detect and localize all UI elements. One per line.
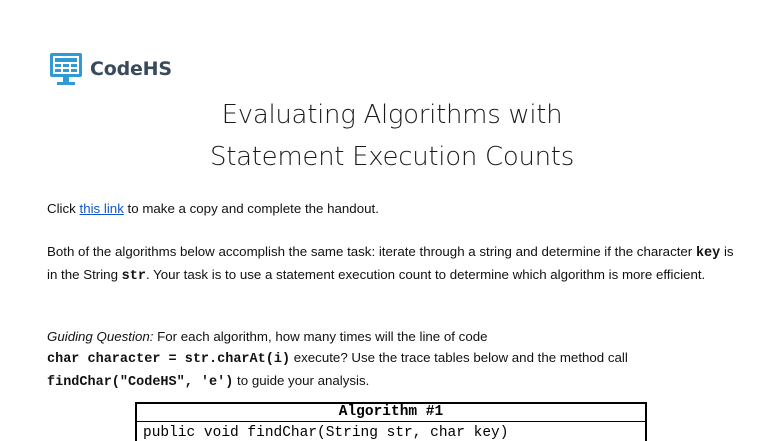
- code-method-call: findChar("CodeHS", 'e'): [47, 375, 234, 390]
- description-paragraph: [47, 241, 747, 287]
- guiding-text-2: execute? Use the trace tables below and the method call: [290, 350, 628, 365]
- algorithm-1-table: [135, 402, 647, 441]
- codehs-monitor-logo-icon: [48, 51, 84, 87]
- description-text-1: Both of the algorithms below accomplish the same task: iterate through a string and determine if the character: [47, 244, 696, 259]
- code-charat-line: char character = str.charAt(i): [47, 352, 291, 367]
- guiding-question-paragraph: [47, 326, 747, 393]
- copy-handout-link[interactable]: this link: [79, 201, 124, 216]
- guiding-question-label: Guiding Question:: [47, 329, 154, 344]
- algorithm-code-line: public void findChar(String str, char key): [143, 425, 509, 441]
- intro-suffix: to make a copy and complete the handout.: [123, 201, 379, 216]
- codehs-logo: [48, 51, 172, 87]
- page-title-line-2: Statement Execution Counts: [210, 142, 574, 172]
- logo-text: CodeHS: [90, 58, 172, 80]
- intro-prefix: Click: [47, 201, 80, 216]
- algorithm-heading: Algorithm #1: [137, 404, 645, 422]
- page-title-line-1: Evaluating Algorithms with: [221, 100, 563, 130]
- description-text-3: . Your task is to use a statement execution count to determine which algorithm is more efficient.: [145, 267, 706, 282]
- guiding-text-3: to guide your analysis.: [233, 373, 370, 388]
- intro-paragraph: [47, 198, 747, 219]
- code-key: key: [695, 246, 721, 261]
- code-str: str: [121, 269, 146, 284]
- guiding-text-1: For each algorithm, how many times will the line of code: [153, 329, 488, 344]
- description-text-2: is in the String: [47, 244, 734, 282]
